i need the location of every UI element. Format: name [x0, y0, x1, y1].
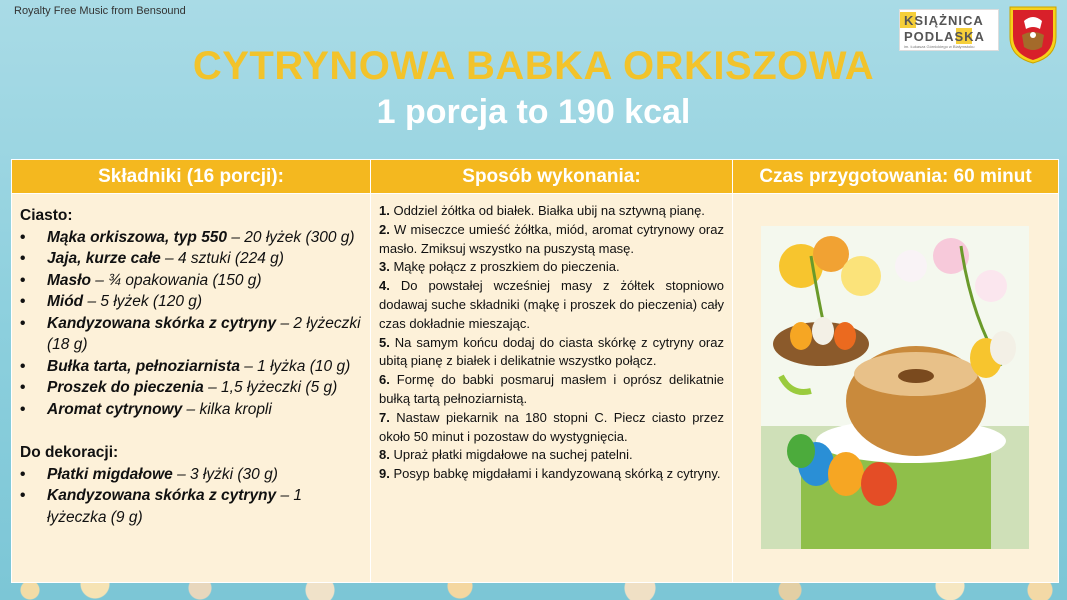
- step-item: [379, 277, 724, 333]
- step-item: [379, 446, 724, 465]
- method-header: Sposób wykonania:: [371, 160, 733, 194]
- step-item: [379, 371, 724, 409]
- decoration-ingredients-list: [20, 464, 362, 529]
- ingredient-name: Kandyzowana skórka z cytryny: [47, 314, 277, 332]
- ingredient-qty: – 4 sztuki (224 g): [160, 250, 284, 267]
- step-item: [379, 221, 724, 259]
- list-item: [20, 399, 362, 421]
- step-text: Nastaw piekarnik na 180 stopni C. Piecz ciasto przez około 50 minut i pozostaw do wystygnięcia.: [379, 409, 724, 444]
- cake-photo: [761, 226, 1029, 549]
- ingredient-name: Kandyzowana skórka z cytryny: [47, 487, 277, 504]
- ingredient-qty: – 20 łyżek (300 g): [227, 228, 355, 246]
- page-title: CYTRYNOWA BABKA ORKISZOWA: [192, 44, 875, 88]
- cake-ingredients-list: [20, 227, 362, 421]
- step-text: Upraż płatki migdałowe na suchej patelni.: [389, 447, 633, 463]
- list-item: [20, 485, 362, 528]
- ingredient-name: Masło: [47, 271, 91, 289]
- step-text: Posyp babkę migdałami i kandyzowaną skórką z cytryny.: [389, 466, 721, 482]
- prep-time-header: Czas przygotowania: 60 minut: [733, 160, 1059, 194]
- list-item: [20, 270, 362, 292]
- cake-heading: Ciasto:: [20, 207, 73, 224]
- step-number: 9.: [379, 466, 390, 482]
- ingredient-qty: – 1 łyżka (10 g): [239, 357, 351, 375]
- ingredient-qty: – kilka kropli: [182, 400, 272, 418]
- ingredient-name: Płatki migdałowe: [47, 465, 173, 483]
- step-number: 5.: [379, 334, 390, 350]
- step-item: [379, 334, 724, 372]
- step-text: Do powstałej wcześniej masy z żółtek stopniowo dodawaj suche składniki (mąkę i proszek do pieczenia) cały czas dokładnie mieszając.: [379, 278, 724, 331]
- ingredient-name: Jaja, kurze całe: [47, 250, 161, 267]
- step-item: [379, 465, 724, 484]
- step-number: 6.: [379, 372, 390, 388]
- step-number: 2.: [379, 221, 390, 237]
- ingredient-name: Miód: [47, 293, 84, 310]
- ingredients-header: Składniki (16 porcji):: [12, 160, 371, 194]
- step-item: [379, 258, 724, 277]
- logo-line-2: PODLASKA: [904, 29, 985, 44]
- step-number: 3.: [379, 259, 390, 275]
- list-item: [20, 356, 362, 378]
- step-item: [379, 202, 724, 221]
- step-text: Na samym końcu dodaj do ciasta skórkę z cytryny oraz ubitą pianę z białek i delikatnie wszystko połącz.: [379, 334, 724, 369]
- list-item: [20, 227, 362, 249]
- step-text: Mąkę połącz z proszkiem do pieczenia.: [389, 259, 620, 275]
- step-text: W miseczce umieść żółtka, miód, aromat cytrynowy oraz masło. Zmiksuj wszystko na puszystą masę.: [379, 221, 724, 256]
- method-cell: [371, 194, 733, 583]
- decoration-heading: Do dekoracji:: [20, 444, 119, 461]
- ingredient-name: Mąka orkiszowa, typ 550: [47, 228, 228, 246]
- list-item: [20, 291, 362, 313]
- list-item: [20, 464, 362, 486]
- method-steps: [371, 194, 732, 484]
- step-number: 1.: [379, 203, 390, 218]
- step-item: [379, 409, 724, 447]
- ingredient-qty: – ¾ opakowania (150 g): [90, 271, 262, 289]
- list-item: [20, 313, 362, 356]
- list-item: [20, 248, 362, 270]
- ingredient-qty: – 3 łyżki (30 g): [172, 465, 278, 483]
- ingredient-name: Proszek do pieczenia: [47, 379, 204, 396]
- ingredient-qty: – 5 łyżek (120 g): [83, 293, 203, 310]
- step-number: 8.: [379, 447, 390, 463]
- step-text: Oddziel żółtka od białek. Białka ubij na sztywną pianę.: [389, 203, 705, 218]
- ingredient-name: Bułka tarta, pełnoziarnista: [47, 357, 240, 375]
- ingredient-name: Aromat cytrynowy: [47, 400, 183, 418]
- step-number: 7.: [379, 409, 390, 425]
- calorie-subtitle: 1 porcja to 190 kcal: [376, 93, 691, 131]
- ingredient-qty: – 1,5 łyżeczki (5 g): [203, 379, 338, 396]
- step-number: 4.: [379, 278, 390, 294]
- ingredient-qty: – 1 łyżeczka (9 g): [47, 487, 303, 526]
- music-credit: Royalty Free Music from Bensound: [14, 5, 186, 17]
- logo-line-1: KSIĄŻNICA: [904, 13, 984, 28]
- list-item: [20, 377, 362, 399]
- ingredient-qty: – 2 łyżeczki (18 g): [47, 314, 361, 353]
- step-text: Formę do babki posmaruj masłem i oprósz delikatnie bułką tartą pełnoziarnistą.: [379, 372, 724, 406]
- logo-line-3: im. Łukasza Górnickiego w Białymstoku: [904, 44, 975, 49]
- ingredients-cell: [12, 194, 371, 583]
